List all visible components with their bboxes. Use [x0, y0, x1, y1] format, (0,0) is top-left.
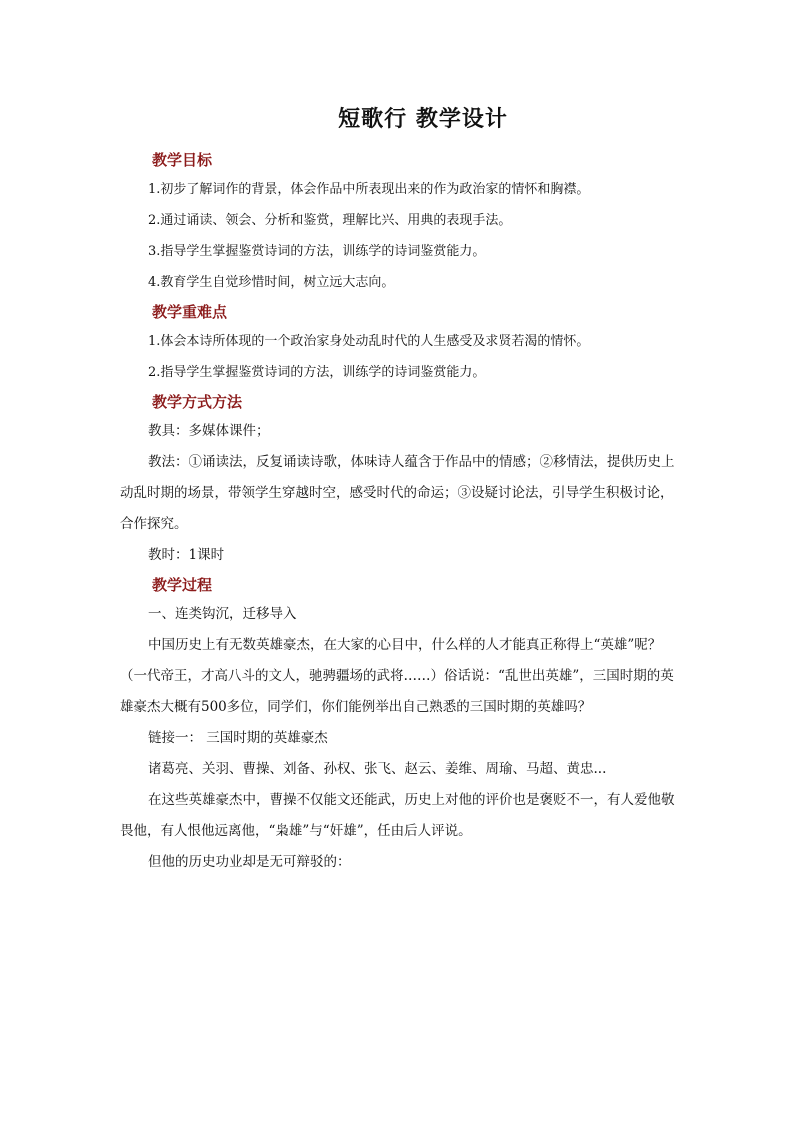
document-content [120, 102, 676, 878]
objective-item-1: 1.初步了解词作的背景，体会作品中所表现出来的作为政治家的情怀和胸襟。 [148, 182, 590, 197]
section-heading-process: 教学过程 [152, 576, 213, 594]
objective-item-2: 2.通过诵读、领会、分析和鉴赏，理解比兴、用典的表现手法。 [148, 213, 512, 228]
objective-item-3: 3.指导学生掌握鉴赏诗词的方法，训练学的诗词鉴赏能力。 [148, 244, 486, 259]
section-heading-objectives: 教学目标 [152, 151, 213, 169]
methods-approach: 教法：①诵读法，反复诵读诗歌，体味诗人蕴含于作品中的情感；②移情法，提供历史上动乱时期的场景，带领学生穿越时空，感受时代的命运；③设疑讨论法，引导学生积极讨论，合作探究。 [120, 454, 675, 532]
process-heroes-list: 诸葛亮、关羽、曹操、刘备、孙权、张飞、赵云、姜维、周瑜、马超、黄忠... [148, 761, 607, 777]
methods-hours: 教时：1课时 [148, 547, 225, 563]
process-step-1: 一、连类钩沉，迁移导入 [148, 606, 297, 622]
section-heading-methods: 教学方式方法 [152, 393, 243, 411]
process-caocao-paragraph: 在这些英雄豪杰中，曹操不仅能文还能武，历史上对他的评价也是褒贬不一，有人爱他敬畏他，有人恨他远离他，“枭雄”与“奸雄”，任由后人评说。 [120, 792, 675, 839]
process-link-1: 链接一： 三国时期的英雄豪杰 [148, 730, 328, 746]
objective-item-4: 4.教育学生自觉珍惜时间，树立远大志向。 [148, 275, 395, 290]
document-title: 短歌行 教学设计 [338, 106, 508, 132]
process-merit-line: 但他的历史功业却是无可辩驳的： [148, 854, 351, 870]
key-point-item-2: 2.指导学生掌握鉴赏诗词的方法，训练学的诗词鉴赏能力。 [148, 365, 486, 380]
process-intro-paragraph: 中国历史上有无数英雄豪杰，在大家的心目中，什么样的人才能真正称得上“英雄”呢？（一代帝王，才高八斗的文人，驰骋疆场的武将……）俗话说：“乱世出英雄”，三国时期的英雄豪杰大概有500多位，同学们，你们能例举出自己熟悉的三国时期的英雄吗？ [120, 637, 674, 715]
methods-tools: 教具：多媒体课件； [148, 423, 270, 439]
section-heading-key-points: 教学重难点 [152, 303, 228, 321]
key-point-item-1: 1.体会本诗所体现的一个政治家身处动乱时代的人生感受及求贤若渴的情怀。 [148, 334, 590, 349]
